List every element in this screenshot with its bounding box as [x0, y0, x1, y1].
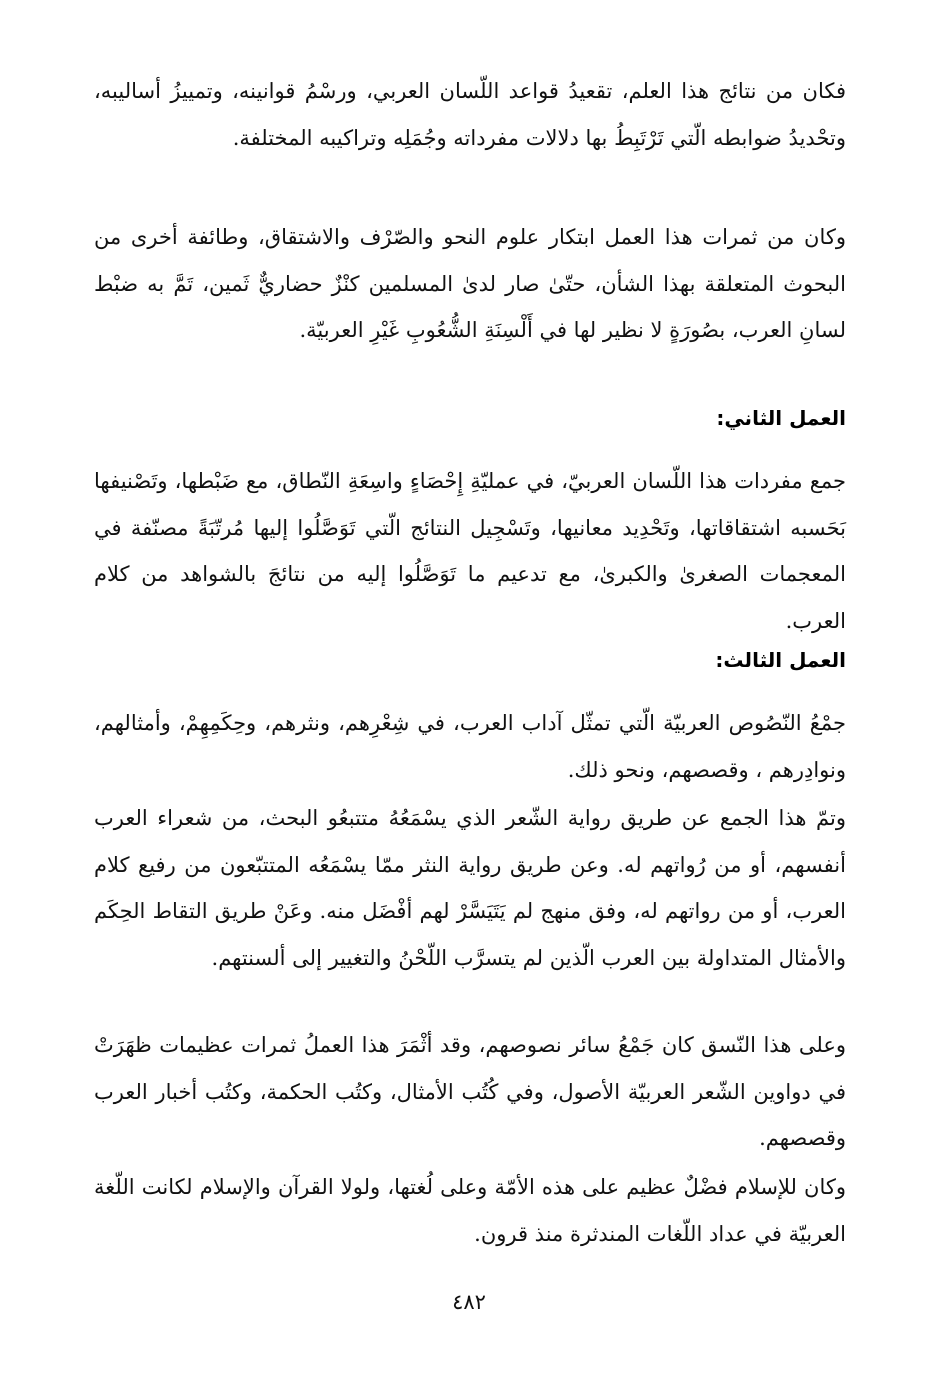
- page-number: ٤٨٢: [452, 1290, 486, 1314]
- paragraph-islam-favor: وكان للإسلام فضْلٌ عظيم على هذه الأمّة وعلى لُغتها، ولولا القرآن والإسلام لكانت اللّغة العربيّة في عداد اللّغات المندثرة منذ قرون.: [94, 1175, 846, 1246]
- paragraph-collection-results: وعلى هذا النّسق كان جَمْعُ سائر نصوصهم، وقد أثْمَرَ هذا العملُ ثمرات عظيمات ظهَرَتْ في دواوين الشّعر العربيّة الأصول، وفي كُتُب الأمثال، وكتُب الحكمة، وكتُب أخبار العرب وقصصهم.: [94, 1033, 846, 1150]
- paragraph-results-of-science: فكان من نتائج هذا العلم، تقعيدُ قواعد اللّسان العربي، ورسْمُ قوانينه، وتمييزُ أساليبه، وتحْديدُ ضوابطه الّتي تَرْتَبِطُ بها دلالات مفرداته وجُمَلِه وتراكيبه المختلفة.: [94, 79, 846, 150]
- paragraph-collect-texts: جمْعُ النّصُوص العربيّة الّتي تمثّل آداب العرب، في شِعْرِهم، ونثرهم، وحِكَمِهِمْ، وأمثالهم، ونوادِرهم ، وقصصهم، ونحو ذلك.: [94, 711, 846, 782]
- paragraph-narration-method: وتمّ هذا الجمع عن طريق رواية الشّعر الذي يسْمَعُهُ متتبعُو البحث، من شعراء العرب أنفسهم، أو من رُواتهم له. وعن طريق رواية النثر ممّا يسْمَعُه المتتبّعون من رفيع كلام العرب، أو من رواتهم له، وفق منهج لم يَتَيَسَّرْ لهم أفْضَل منه. وعَنْ طريق التقاط الحِكَم والأمثال المتداولة بين العرب الّذين لم يتسرَّب اللّحْنُ والتغيير إلى ألسنتهم.: [94, 806, 846, 970]
- heading-third-work: العمل الثالث:: [715, 648, 846, 672]
- paragraph-collect-vocabulary: جمع مفردات هذا اللّسان العربيّ، في عمليّةِ إِحْصَاءٍ واسِعَةِ النّطاق، مع ضَبْطها، وتَصْنيفها بَحَسبه اشتقاقاتها، وتَحْدِيد معانيها، وتَسْجِيل النتائج الّتي تَوَصَّلُوا إليها مُرتّبَةً مصنّفة في المعجمات الصغرىٰ والكبرىٰ، مع تدعيم ما تَوَصَّلُوا إليه من نتائجَ بالشواهد من كلام العرب.: [94, 469, 846, 633]
- heading-second-work: العمل الثاني:: [716, 406, 846, 430]
- paragraph-fruits-of-work: وكان من ثمرات هذا العمل ابتكار علوم النحو والصّرْف والاشتقاق، وطائفة أخرى من البحوث المتعلقة بهذا الشأن، حتّىٰ صار لدىٰ المسلمين كنْزٌ حضاريٌّ ثَمين، تَمَّ به ضبْط لسانِ العرب، بصُورَةٍ لا نظير لها في أَلْسِنَةِ الشُّعُوبِ غَيْرِ العربيّة.: [94, 225, 846, 342]
